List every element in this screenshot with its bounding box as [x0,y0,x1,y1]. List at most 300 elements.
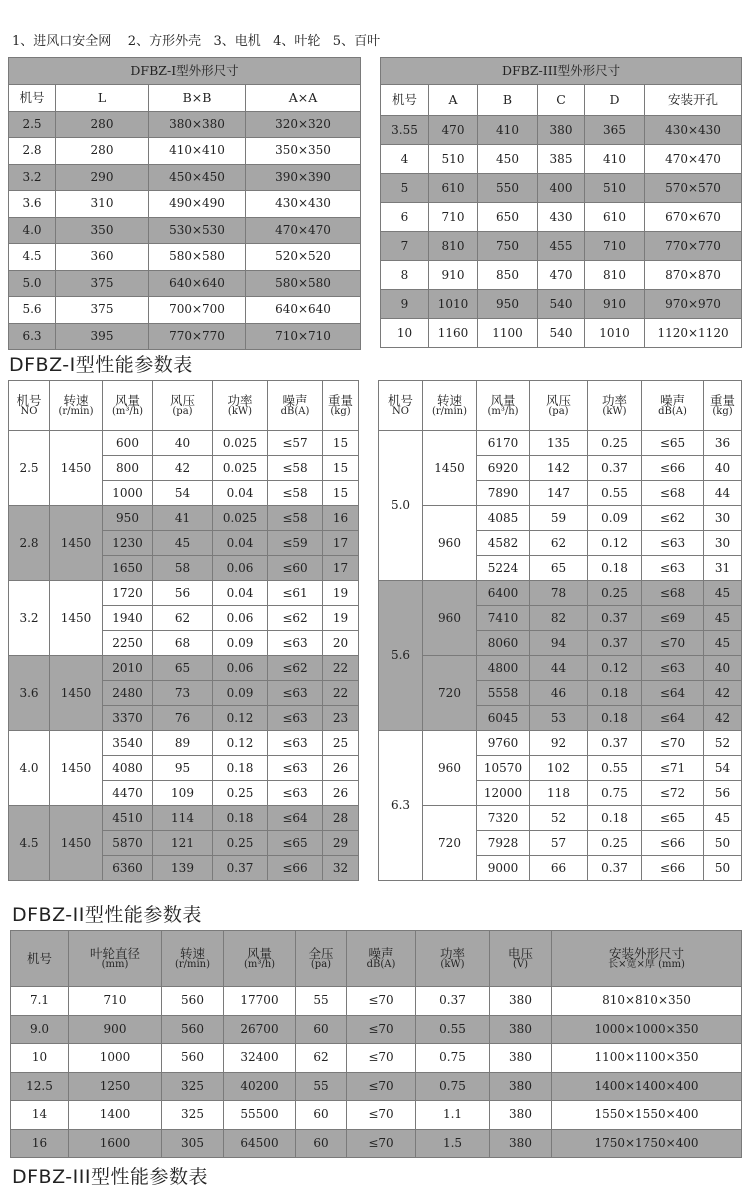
table-cell: 750 [478,232,538,261]
table-cell: 50 [704,856,742,881]
table-cell: 68 [153,631,213,656]
table-cell: 280 [56,111,149,138]
header-label: 功率 [227,392,253,408]
table-title: DFBZ-I型外形尺寸 [9,58,361,85]
table-cell: 850 [478,261,538,290]
table-cell: 40 [704,456,742,481]
table-cell: 320×320 [246,111,361,138]
table-cell: 1720 [103,581,153,606]
table-cell: ≤70 [642,631,704,656]
header-unit: (kW) [227,405,253,417]
header-unit: (kW) [602,405,627,417]
table-cell: 0.75 [416,1072,490,1101]
column-header: B×B [149,85,246,112]
table-cell: 1250 [69,1072,162,1101]
table-cell: 19 [323,581,359,606]
table-cell: 900 [69,1015,162,1044]
table-cell: 540 [538,290,585,319]
table-cell: 380 [490,987,552,1016]
table-cell: ≤70 [347,987,416,1016]
table-cell: 870×870 [645,261,742,290]
model-number-cell: 2.5 [9,431,50,506]
table-cell: 31 [704,556,742,581]
header-unit: (m³/h) [243,958,276,970]
table-cell: 5.6 [9,297,56,324]
table-cell: ≤62 [642,506,704,531]
table-cell: 135 [530,431,588,456]
column-header: B [478,85,538,116]
speed-cell: 1450 [50,506,103,581]
table-cell: ≤62 [268,606,323,631]
header-label: 叶轮直径 [89,945,140,961]
table-cell: 12.5 [11,1072,69,1101]
header-unit: dB(A) [366,958,396,970]
table-cell: 800 [103,456,153,481]
table-cell: 89 [153,731,213,756]
table-cell: ≤70 [347,1044,416,1073]
table-cell: 55500 [224,1101,296,1130]
dfbz-ii-performance-table [10,930,742,1158]
table-row [381,232,742,261]
column-header [588,381,642,431]
table-cell: 610 [585,203,645,232]
table-cell: 670×670 [645,203,742,232]
table-cell: 710 [429,203,478,232]
model-number-cell: 2.8 [9,506,50,581]
model-number-cell: 5.0 [379,431,423,581]
column-header [213,381,268,431]
table-cell: 0.25 [588,831,642,856]
table-cell: 910 [429,261,478,290]
header-label: 风量 [246,945,272,961]
speed-cell: 720 [423,656,477,731]
table-cell: 710×710 [246,323,361,350]
column-header [268,381,323,431]
table-cell: 0.18 [588,706,642,731]
table-cell: ≤70 [642,731,704,756]
table-cell: 560 [162,987,224,1016]
table-cell: 455 [538,232,585,261]
table-cell: 1120×1120 [645,319,742,348]
table-row [9,244,361,271]
table-cell: 380 [490,1129,552,1158]
header-label: 转速 [63,392,89,408]
table-cell: 390×390 [246,164,361,191]
table-cell: 17 [323,531,359,556]
table-cell: 32 [323,856,359,881]
column-header [153,381,213,431]
table-cell: 560 [162,1015,224,1044]
header-unit: (mm) [101,958,129,970]
header-label: 机号 [26,950,52,966]
table-cell: 0.37 [588,606,642,631]
table-cell: 73 [153,681,213,706]
header-unit: (pa) [548,405,569,417]
table-cell: 640×640 [246,297,361,324]
table-cell: 0.25 [588,581,642,606]
table-cell: 56 [153,581,213,606]
table-title: DFBZ-III型外形尺寸 [381,58,742,85]
header-label: 功率 [601,392,627,408]
table-cell: ≤65 [642,431,704,456]
table-cell: 7890 [477,481,530,506]
table-row [9,806,359,831]
table-cell: 0.37 [588,456,642,481]
table-cell: 44 [704,481,742,506]
table-cell: 0.04 [213,581,268,606]
table-cell: 3.2 [9,164,56,191]
table-cell: 14 [11,1101,69,1130]
table-row [379,581,742,606]
table-cell: 385 [538,145,585,174]
table-cell: 350×350 [246,138,361,165]
dfbz-i-performance-table-left [8,380,359,881]
table-cell: ≤66 [642,831,704,856]
table-cell: 20 [323,631,359,656]
speed-cell: 1450 [50,731,103,806]
table-cell: 0.25 [588,431,642,456]
table-cell: 15 [323,456,359,481]
table-cell: 770×770 [149,323,246,350]
table-cell: 0.18 [588,806,642,831]
table-cell: 470 [429,116,478,145]
table-cell: 12000 [477,781,530,806]
table-cell: 910 [585,290,645,319]
table-cell: 560 [162,1044,224,1073]
table-cell: 36 [704,431,742,456]
speed-cell: 1450 [50,581,103,656]
table-cell: 17700 [224,987,296,1016]
table-cell: 1.1 [416,1101,490,1130]
table-cell: 375 [56,270,149,297]
header-label: 电压 [507,945,533,961]
table-cell: 650 [478,203,538,232]
table-cell: 1400×1400×400 [552,1072,742,1101]
table-cell: 430×430 [246,191,361,218]
table-cell: 410 [478,116,538,145]
table-cell: 65 [153,656,213,681]
table-cell: 1010 [585,319,645,348]
table-cell: 7320 [477,806,530,831]
table-row [9,431,359,456]
table-cell: 3.6 [9,191,56,218]
table-cell: 0.09 [588,506,642,531]
table-cell: ≤69 [642,606,704,631]
table-cell: ≤66 [268,856,323,881]
header-label: 噪声 [659,392,685,408]
table-cell: 4.0 [9,217,56,244]
table-row [9,138,361,165]
table-cell: 16 [323,506,359,531]
table-row [9,270,361,297]
header-label: 重量 [327,392,353,408]
table-cell: ≤71 [642,756,704,781]
table-cell: 490×490 [149,191,246,218]
table-cell: 62 [530,531,588,556]
table-cell: 310 [56,191,149,218]
table-cell: 40200 [224,1072,296,1101]
table-cell: 570×570 [645,174,742,203]
column-header: 机号 [9,85,56,112]
table-cell: 350 [56,217,149,244]
table-cell: 15 [323,431,359,456]
column-header [11,931,69,987]
header-unit: (r/min) [431,405,468,417]
table-cell: ≤63 [268,756,323,781]
table-cell: 970×970 [645,290,742,319]
table-cell: 375 [56,297,149,324]
table-cell: 7 [381,232,429,261]
table-cell: 305 [162,1129,224,1158]
header-unit: (pa) [172,405,193,417]
column-header [416,931,490,987]
table-cell: 0.04 [213,531,268,556]
table-cell: 8060 [477,631,530,656]
table-cell: 95 [153,756,213,781]
table-cell: 109 [153,781,213,806]
table-cell: 6.3 [9,323,56,350]
table-cell: 4800 [477,656,530,681]
header-unit: (kg) [330,405,351,417]
column-header [477,381,530,431]
table-cell: 5870 [103,831,153,856]
table-cell: 62 [153,606,213,631]
table-cell: ≤60 [268,556,323,581]
model-number-cell: 4.5 [9,806,50,881]
table-cell: 42 [153,456,213,481]
table-row [9,506,359,531]
header-unit: (pa) [310,958,332,970]
dfbz-i-dimension-table [8,57,361,350]
table-row [9,297,361,324]
table-cell: 5.0 [9,270,56,297]
table-cell: 26 [323,781,359,806]
column-header: D [585,85,645,116]
table-cell: 0.75 [416,1044,490,1073]
header-unit: (kW) [440,958,465,970]
table-cell: 1400 [69,1101,162,1130]
table-cell: 78 [530,581,588,606]
table-cell: 0.06 [213,556,268,581]
heading-dfbz-iii-performance: DFBZ-III型性能参数表 [12,1166,208,1188]
table-cell: ≤63 [268,706,323,731]
table-cell: ≤65 [642,806,704,831]
header-label: 噪声 [282,392,308,408]
table-row [9,581,359,606]
column-header [323,381,359,431]
table-cell: 365 [585,116,645,145]
table-cell: 121 [153,831,213,856]
table-cell: 94 [530,631,588,656]
table-cell: 0.37 [588,631,642,656]
table-cell: 0.18 [213,756,268,781]
table-cell: 55 [296,987,347,1016]
header-label: 风量 [490,392,516,408]
table-row [9,217,361,244]
speed-cell: 960 [423,731,477,806]
table-cell: 410×410 [149,138,246,165]
table-cell: ≤63 [268,631,323,656]
table-row [379,431,742,456]
table-cell: 325 [162,1072,224,1101]
header-label: 噪声 [368,945,394,961]
table-cell: ≤63 [642,556,704,581]
table-cell: 10 [11,1044,69,1073]
table-cell: 26 [323,756,359,781]
table-cell: 60 [296,1101,347,1130]
table-cell: ≤58 [268,506,323,531]
table-cell: 700×700 [149,297,246,324]
table-cell: 380 [490,1044,552,1073]
table-cell: ≤63 [642,531,704,556]
table-row [9,164,361,191]
header-unit: dB(A) [658,405,687,417]
table-row [9,323,361,350]
table-cell: 17 [323,556,359,581]
table-cell: 92 [530,731,588,756]
column-header [103,381,153,431]
column-header [642,381,704,431]
column-header [379,381,423,431]
column-header: C [538,85,585,116]
table-cell: 118 [530,781,588,806]
table-cell: 4470 [103,781,153,806]
table-cell: 810 [585,261,645,290]
table-cell: 1000 [103,481,153,506]
header-unit: (r/min) [58,405,94,417]
table-cell: 9 [381,290,429,319]
table-cell: ≤70 [347,1101,416,1130]
dfbz-iii-dimension-table [380,57,742,348]
model-number-cell: 3.6 [9,656,50,731]
table-cell: 3.55 [381,116,429,145]
table-row [381,116,742,145]
speed-cell: 1450 [50,806,103,881]
table-cell: 360 [56,244,149,271]
header-unit: (V) [512,958,529,970]
header-label: 功率 [439,945,465,961]
table-row [11,1101,742,1130]
table-cell: 55 [296,1072,347,1101]
table-cell: 54 [704,756,742,781]
column-header: A [429,85,478,116]
table-cell: 65 [530,556,588,581]
table-row [379,731,742,756]
table-cell: 1.5 [416,1129,490,1158]
table-cell: 520×520 [246,244,361,271]
table-cell: 410 [585,145,645,174]
table-cell: ≤63 [268,731,323,756]
table-cell: 610 [429,174,478,203]
table-cell: 430 [538,203,585,232]
table-cell: 45 [704,806,742,831]
header-label: 风压 [545,392,571,408]
table-cell: 0.025 [213,506,268,531]
table-row [11,1072,742,1101]
table-cell: 770×770 [645,232,742,261]
table-row [9,191,361,218]
table-cell: 710 [585,232,645,261]
table-cell: 6400 [477,581,530,606]
table-cell: 7410 [477,606,530,631]
table-cell: 40 [704,656,742,681]
table-cell: ≤66 [642,856,704,881]
table-cell: 280 [56,138,149,165]
table-cell: 142 [530,456,588,481]
table-row [9,731,359,756]
table-cell: 380 [490,1101,552,1130]
table-cell: ≤64 [642,706,704,731]
table-cell: ≤70 [347,1015,416,1044]
table-cell: 42 [704,706,742,731]
header-label: 转速 [179,945,205,961]
table-cell: 82 [530,606,588,631]
table-cell: 16 [11,1129,69,1158]
table-cell: 46 [530,681,588,706]
table-cell: 950 [103,506,153,531]
table-cell: 470×470 [645,145,742,174]
table-cell: 1600 [69,1129,162,1158]
table-cell: ≤58 [268,481,323,506]
table-cell: 9000 [477,856,530,881]
table-cell: 710 [69,987,162,1016]
table-cell: 3370 [103,706,153,731]
table-cell: 580×580 [246,270,361,297]
table-cell: 45 [704,606,742,631]
column-header [530,381,588,431]
table-cell: 1650 [103,556,153,581]
table-cell: 22 [323,656,359,681]
header-label: 机号 [16,392,42,408]
table-cell: 450×450 [149,164,246,191]
heading-dfbz-ii-performance: DFBZ-II型性能参数表 [12,904,202,926]
table-cell: 0.09 [213,631,268,656]
column-header [704,381,742,431]
column-header [162,931,224,987]
model-number-cell: 6.3 [379,731,423,881]
column-header [69,931,162,987]
table-cell: 540 [538,319,585,348]
speed-cell: 960 [423,581,477,656]
table-cell: ≤70 [347,1129,416,1158]
table-cell: ≤65 [268,831,323,856]
table-cell: 6920 [477,456,530,481]
table-row [9,656,359,681]
header-unit: (m³/h) [487,405,519,417]
table-cell: 10 [381,319,429,348]
table-row [381,174,742,203]
table-cell: 52 [530,806,588,831]
table-cell: 380 [538,116,585,145]
table-row [9,111,361,138]
table-cell: 52 [704,731,742,756]
table-cell: 380 [490,1015,552,1044]
table-cell: 6045 [477,706,530,731]
table-row [379,656,742,681]
table-cell: 1000×1000×350 [552,1015,742,1044]
table-cell: 0.75 [588,781,642,806]
table-cell: 4.5 [9,244,56,271]
table-cell: 1100×1100×350 [552,1044,742,1073]
table-cell: 0.12 [213,706,268,731]
table-cell: 450 [478,145,538,174]
table-cell: 6170 [477,431,530,456]
table-cell: 56 [704,781,742,806]
table-row [11,1015,742,1044]
table-row [379,806,742,831]
table-cell: ≤70 [347,1072,416,1101]
table-cell: 147 [530,481,588,506]
